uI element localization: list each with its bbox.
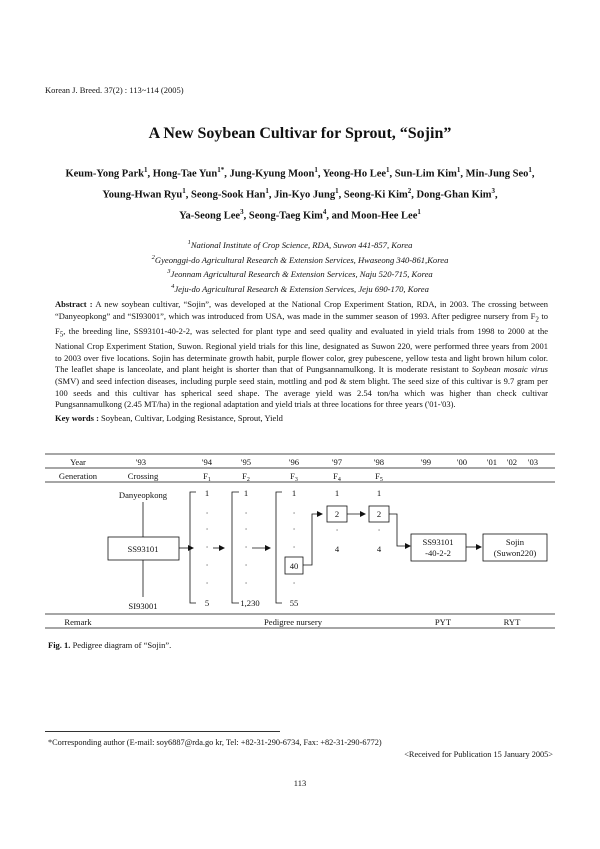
page-number: 113 [293, 778, 307, 788]
author-affiliation-mark: 1 [528, 166, 532, 174]
journal-reference: Korean J. Breed. 37(2) : 113~114 (2005) [45, 85, 184, 95]
year-96: '96 [288, 457, 300, 467]
author-name: Dong-Ghan Kim [416, 189, 492, 201]
generation-f5: $F_5$ [375, 471, 383, 483]
abstract-label: Abstract : [55, 299, 93, 309]
remark-pyt: PYT [434, 617, 452, 627]
abstract-text-3: (SMV) and seed infection diseases, including purple seed stain, mottling and pod & stem blight. The seed size of this cultivar is 9.7 gram per 100 seeds and this cultivar has spherical seed shape. The average yield was 2.54 ton/ha which was higher than check cultivar Pungsannamulkong (2.45 MT/ha) in the regional adaptation and yield trials at three locations for three years ('01-'03). [55, 375, 548, 410]
f2-bottom-count: 1,230 [240, 598, 260, 608]
author-affiliation-mark: 2 [407, 187, 412, 195]
author-affiliation-mark: 3 [240, 208, 244, 216]
f3-top-count: 1 [291, 488, 297, 498]
f2-top-count: 1 [243, 488, 249, 498]
f3-dot: · [292, 542, 296, 552]
author-list: Keum-Yong Park$^1$, Hong-Tae Yun$^{1*}$, Jung-Kyung Moon$^1$, Yeong-Ho Lee$^1$, Sun-Lim Kim$^1$, Min-Jung Seo$^1$, Young-Hwan Ryu$^1$, Seong-Sook Han$^1$, Jin-Kyo Jung$^1$, Seong-Ki Kim$^2$, Dong-Ghan Kim$^3$, Ya-Seong Lee$^3$, Seong-Taeg Kim$^4$, and Moon-Hee Lee$^1$ [65, 166, 535, 222]
parent-b: SI93001 [128, 601, 158, 611]
affiliation-mark: 3 [167, 268, 171, 276]
f3-bracket-left [232, 492, 239, 603]
figure-caption [48, 640, 171, 650]
year-99: '99 [420, 457, 432, 467]
year-label: Year [70, 457, 86, 467]
cross-id: SS93101 [127, 544, 159, 554]
generation-f3: $F_3$ [290, 471, 298, 483]
footnote-rule [45, 731, 280, 732]
author-affiliation-mark: 1 [182, 187, 186, 195]
author-affiliation-mark: 1* [217, 166, 225, 174]
keywords-label: Key words : [55, 413, 99, 423]
f4-bottom-count: 4 [334, 544, 340, 554]
year-93: '93 [135, 457, 147, 467]
affiliation-text: Gyeonggi-do Agricultural Research & Extension Services, Hwaseong 340-861,Korea [154, 254, 449, 265]
f3-bottom-count: 55 [289, 598, 299, 608]
remark-pedigree-nursery: Pedigree nursery [264, 617, 322, 627]
author-affiliation-mark: 4 [322, 208, 327, 216]
f3-dot: · [292, 524, 296, 534]
author-affiliation-mark: 1 [386, 166, 390, 174]
affiliation-text: National Institute of Crop Science, RDA, Suwon 441-857, Korea [190, 239, 413, 250]
f1-dot: · [205, 560, 209, 570]
author-name: Keum-Yong Park [65, 168, 144, 180]
year-97: '97 [331, 457, 343, 467]
f5-dot: · [377, 525, 381, 535]
f3-to-f4-connector [303, 514, 322, 565]
generation-f2: $F_2$ [242, 471, 250, 483]
author-name: Moon-Hee Lee [351, 210, 418, 222]
f5-bottom-count: 4 [376, 544, 382, 554]
generation-crossing: Crossing [127, 471, 159, 481]
f2-dot: · [244, 560, 248, 570]
f2-dot: · [244, 578, 248, 588]
author-name: Young-Hwan Ryu [102, 189, 183, 201]
f3-dot: · [292, 508, 296, 518]
f1-dot: · [205, 578, 209, 588]
generation-f4: $F_4$ [333, 471, 341, 483]
author-name: Ya-Seong Lee [179, 210, 241, 222]
author-affiliation-mark: 1 [335, 187, 339, 195]
f2-dot: · [244, 508, 248, 518]
affiliation-mark: 4 [171, 282, 175, 290]
abstract-virus-name: Soybean mosaic virus [471, 364, 548, 375]
remark-ryt: RYT [503, 617, 521, 627]
author-affiliation-mark: 3 [491, 187, 495, 195]
f1-bottom-count: 5 [204, 598, 210, 608]
author-affiliation-mark: 1 [456, 166, 461, 174]
f4-top-count: 1 [334, 488, 340, 498]
f5-top-count: 1 [376, 488, 382, 498]
author-affiliation-mark: 1 [143, 166, 148, 174]
author-name: Hong-Tae Yun [152, 168, 218, 180]
f3-selected-count: 40 [289, 561, 299, 571]
f3-bracket [276, 492, 282, 603]
remark-label: Remark [64, 617, 92, 627]
author-name: Seong-Sook Han [190, 189, 266, 201]
affiliation-text: Jeju-do Agricultural Research & Extension Services, Jeju 690-170, Korea [174, 283, 429, 294]
author-name: Yeong-Ho Lee [322, 168, 387, 180]
author-name: Jung-Kyung Moon [229, 168, 315, 180]
year-01: '01 [486, 457, 498, 467]
affiliation-mark: 1 [187, 239, 191, 246]
received-date: <Received for Publication 15 January 2005> [404, 750, 553, 759]
f1-top-count: 1 [204, 488, 210, 498]
f1-dot: · [205, 542, 209, 552]
year-03: '03 [527, 457, 539, 467]
author-affiliation-mark: 1 [417, 208, 421, 216]
keywords-text: Soybean, Cultivar, Lodging Resistance, Sprout, Yield [98, 413, 283, 423]
generation-label: Generation [58, 471, 98, 481]
f5-to-line-connector [389, 514, 410, 546]
author-name: Sun-Lim Kim [394, 168, 457, 180]
author-and: and [331, 210, 349, 222]
f1-dot: · [205, 524, 209, 534]
figure-caption-text: Pedigree diagram of “Sojin”. [70, 640, 172, 650]
author-affiliation-mark: 1 [314, 166, 318, 174]
author-name: Seong-Taeg Kim [248, 210, 323, 222]
parent-a: Danyeopkong [118, 490, 168, 500]
f3-dot: · [292, 578, 296, 588]
abstract-sub-a: 2 [535, 315, 539, 324]
abstract-text-2: , the breeding line, SS93101-40-2-2, was selected for plant type and seed quality and evaluated in yield trials from 1998 to 2000 at the National Crop Experiment Station, Suwon. Regional yield trials for this line, designated as Suwon 220, were performed three years from 2001 to 2003 over five locations. Sojin has determinate growth habit, purple flower color, grey pubescene, yellow testa and light brown hilum color. The leaflet shape is lanceolate, and plant height is shorter than that of Pungsannamulkong. It is moderate resistant to [55, 325, 548, 375]
cultivar-name: Sojin [505, 537, 525, 547]
corresponding-author: *Corresponding author (E-mail: soy6887@rda.go kr, Tel: +82-31-290-6734, Fax: +82-31-290-6772) [48, 738, 382, 747]
selected-line-name: SS93101 [422, 537, 454, 547]
cultivar-designation: (Suwon220) [493, 548, 537, 558]
generation-f1: $F_1$ [203, 471, 211, 483]
author-name: Jin-Kyo Jung [274, 189, 336, 201]
f2-bracket [190, 492, 196, 603]
f1-dot: · [205, 508, 209, 518]
author-name: Min-Jung Seo [465, 168, 529, 180]
f4-dot: · [335, 525, 339, 535]
f2-dot: · [244, 542, 248, 552]
abstract-sub-b: 5 [59, 330, 64, 339]
f4-selected-count: 2 [334, 509, 340, 519]
abstract-text-1: A new soybean cultivar, “Sojin”, was developed at the National Crop Experiment Station, RDA, in 2003. The crossing between “Danyeopkong” and “SI93001”, which was introduced from USA, was made in the summer season of 1993. After pedigree nursery from F [55, 299, 548, 321]
year-02: '02 [506, 457, 518, 467]
year-95: '95 [240, 457, 252, 467]
paper-title: A New Soybean Cultivar for Sprout, “Sojin” [148, 125, 452, 142]
year-00: '00 [456, 457, 468, 467]
affiliation-mark: 2 [151, 253, 155, 261]
abstract-text-mid: to F [55, 310, 548, 336]
f2-dot: · [244, 524, 248, 534]
affiliation-text: Jeonnam Agricultural Research & Extension Services, Naju 520-715, Korea [170, 269, 433, 280]
selected-line-suffix: -40-2-2 [425, 548, 451, 558]
f5-selected-count: 2 [376, 509, 382, 519]
author-name: Seong-Ki Kim [343, 189, 408, 201]
author-affiliation-mark: 1 [265, 187, 269, 195]
year-94: '94 [201, 457, 213, 467]
figure-caption-label: Fig. 1. [48, 640, 71, 650]
year-98: '98 [373, 457, 385, 467]
